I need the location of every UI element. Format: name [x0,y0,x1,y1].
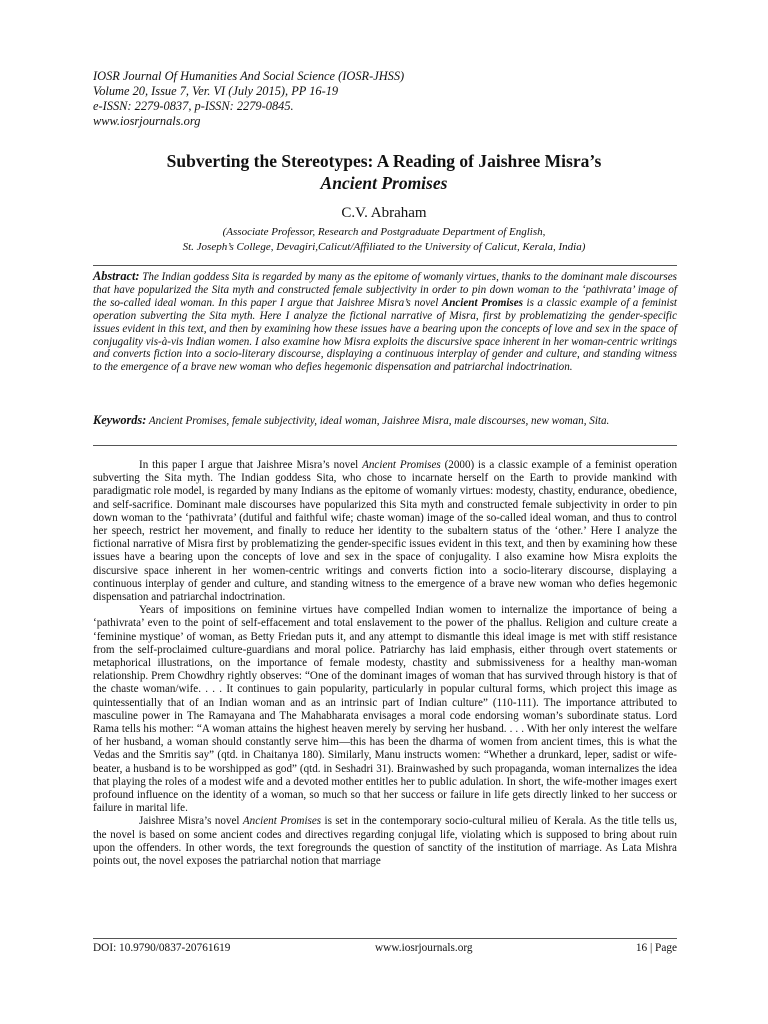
journal-header [93,69,693,129]
page-number: 16 | Page [635,942,677,954]
body-text [93,459,677,868]
keywords-label: Keywords: [93,413,147,427]
footer-rule [93,938,677,939]
novel-title: Ancient Promises [242,815,322,828]
paragraph [93,815,677,868]
abstract-bottom-rule [93,445,677,446]
affiliation-line-1: (Associate Professor, Research and Postgraduate Department of English, [222,226,546,238]
abstract-text-1: The Indian goddess Sita is regarded by many as the epitome of womanly virtues, thanks to the dominant male discourses that have popularized the Sita myth and constructed female subjectivity in order to pin down woman to the ‘pathivrata’ image of the so-called ideal woman. In this paper I argue that Jaishree Misra’s novel [93,271,677,309]
paper-title [60,150,708,194]
abstract [93,270,677,374]
journal-website: www.iosrjournals.org [93,114,201,128]
keywords [93,414,677,428]
journal-name: IOSR Journal Of Humanities And Social Science (IOSR-JHSS) [93,69,405,83]
author-affiliation [60,225,708,255]
footer-website-link[interactable]: www.iosrjournals.org [375,942,473,954]
novel-title: Ancient Promises [362,459,441,471]
abstract-top-rule [93,265,677,266]
volume-info: Volume 20, Issue 7, Ver. VI (July 2015), PP 16-19 [93,84,339,98]
paragraph-text: Jaishree Misra’s novel [139,815,243,828]
paragraph-text: (2000) is a classic example of a feminist operation subverting the Sita myth. The Indian goddess Sita, who chose to incarnate herself on the Earth to provide mankind with paradigmatic role model, is regarded by many Indians as the epitome of womanly virtues: modesty, chastity, endurance, obedience, and self-sacrifice. Dominant male discourses have popularized this Sita myth and constructed female subjectivity in order to pin down woman to the ‘pathivrata’ (dutiful and faithful wife; chaste woman) image of the so-called ideal woman, and thus to control her speech, restrict her movement, and finally to reduce her identity to the subaltern status of the ‘other.’ Here I analyze the fictional narrative of Misra first by problematizing the gender-specific issues evident in this text, and then by examining how these issues have a bearing upon the concepts of love and sex in the space of conjugality. I also examine how Misra exploits the discursive space inherent in her women-centric writings and converts fiction into a socio-literary discourse, displaying a continuous interplay of gender and culture, and standing witness to the emergence of a brave new woman who defies hegemonic dispensation and patriarchal indoctrination. [93,459,677,604]
abstract-text-2: is a classic example of a feminist operation subverting the Sita myth. Here I analyze the fictional narrative of Misra, first by problematizing the gender-specific issues evident in this text, and then by examining how these issues have a bearing upon the concepts of love and sex in the space of conjugality vis-à-vis Indian women. I also examine how Misra exploits the discursive space inherent in her woman-centric writings and converts fiction into a socio-literary discourse, displaying a continuous interplay of gender and culture, and standing witness to the emergence of a brave new woman who defies hegemonic dispensation and patriarchal indoctrination. [93,296,678,374]
paragraph [93,459,677,604]
issn-info: e-ISSN: 2279-0837, p-ISSN: 2279-0845. [93,99,294,113]
abstract-label: Abstract: [93,269,140,283]
keywords-text: Ancient Promises, female subjectivity, ideal woman, Jaishree Misra, male discourses, new woman, Sita. [146,415,610,427]
affiliation-line-2: St. Joseph’s College, Devagiri,Calicut/Affiliated to the University of Calicut, Kerala, India) [182,241,586,253]
title-line-2: Ancient Promises [320,173,448,193]
paragraph: Years of impositions on feminine virtues have compelled Indian women to internalize the importance of being a ‘pathivrata’ even to the point of self-effacement and total enslavement to the power of the phallus. Religion and culture create a ‘feminine mystique’ of woman, as Betty Friedan puts it, and any attempt to dismantle this ideal image is met with stiff resistance from the self-proclaimed culture-guardians and moral police. Patriarchy has laid emphasis, either through overt statements or metaphorical illustrations, on the importance of female modesty, chastity and submissiveness for a healthy man-woman relationship. Prem Chowdhry rightly observes: “One of the dominant images of woman that has survived through history is that of the chaste woman/wife. . . . It continues to gain popularity, particularly in popular cultural forms, which project this image as quintessentially that of an Indian woman and as an intrinsic part of Indian culture” (110-111). The importance attributed to masculine power in The Ramayana and The Mahabharata envisages a moral code endorsing woman’s subordinate status. Lord Rama tells his mother: “A woman attains the highest heaven merely by serving her husband. . . . With her only interest the welfare of her husband, a woman should constantly serve him—this has been the dharma of women from ancient times, this is what the Vedas and the Smritis say” (qtd. in Chaitanya 180). Similarly, Manu instructs women: “Whether a drunkard, leper, sadist or wife-beater, a husband is to be worshipped as god” (qtd. in Seshadri 31). Brainwashed by such propaganda, woman internalizes the idea that playing the roles of a modest wife and a devoted mother entitles her to public adulation. In short, the wife-mother images exert profound influence on the identity of a woman, so much so that her success or failure in life gets directly linked to her success or failure in marital life. [93,604,677,815]
paragraph-text: is set in the contemporary socio-cultural milieu of Kerala. As the title tells us, the novel is based on some ancient codes and directives regarding conjugal life, violating which is supposed to bring about ruin upon the offenders. In other words, the text foregrounds the question of sanctity of the institution of marriage. As Lata Mishra points out, the novel exposes the patriarchal notion that marriage [93,815,677,868]
abstract-novel-title: Ancient Promises [441,296,523,309]
paragraph-text: In this paper I argue that Jaishree Misra’s novel [139,459,363,471]
author-name: C.V. Abraham [341,205,427,221]
doi-text: DOI: 10.9790/0837-20761619 [93,942,231,954]
title-line-1: Subverting the Stereotypes: A Reading of Jaishree Misra’s [166,151,602,171]
